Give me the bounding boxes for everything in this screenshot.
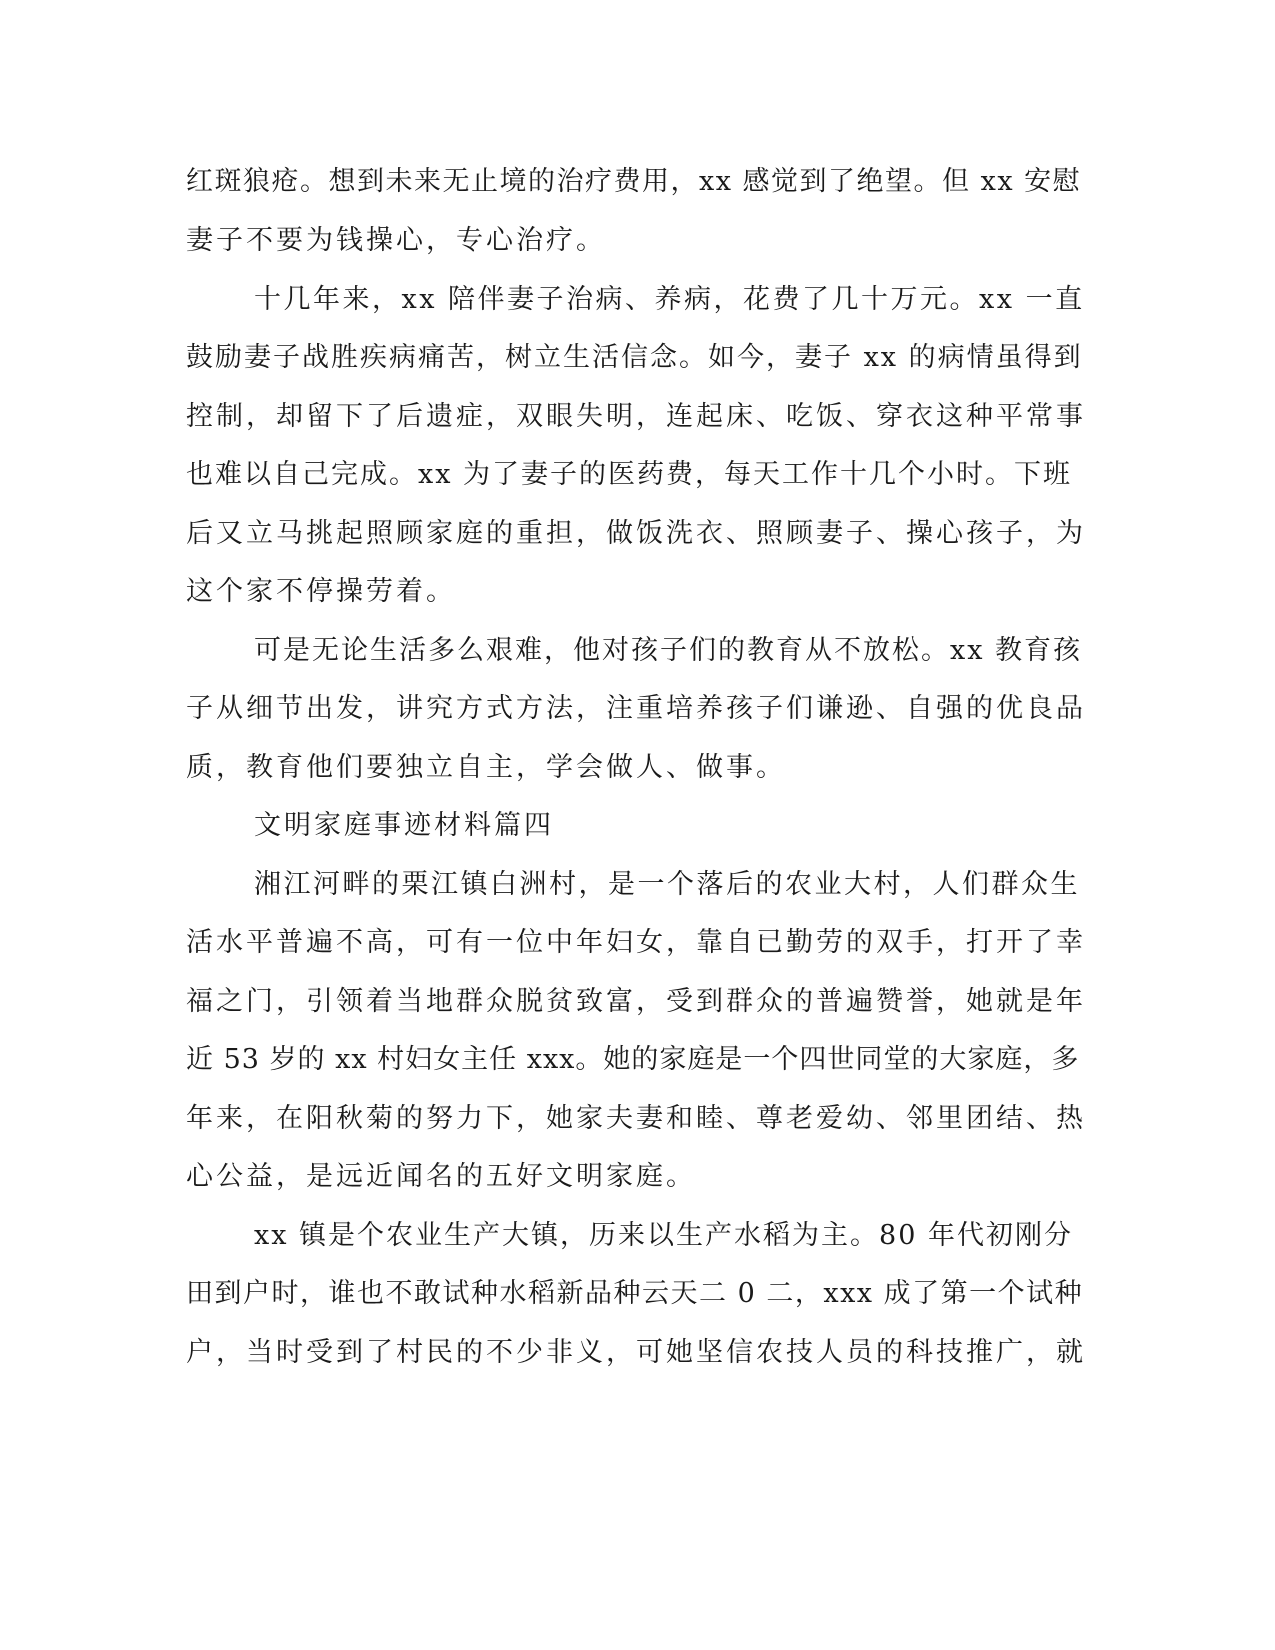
text-line: 十几年来，xx 陪伴妻子治病、养病，花费了几十万元。xx 一直: [254, 284, 1085, 315]
text-line: 年来，在阳秋菊的努力下，她家夫妻和睦、尊老爱幼、邻里团结、热: [186, 1103, 1086, 1134]
text-line: 这个家不停操劳着。: [186, 576, 456, 607]
text-line: 红斑狼疮。想到未来无止境的治疗费用，xx 感觉到了绝望。但 xx 安慰: [186, 166, 1082, 197]
text-line: 户，当时受到了村民的不少非义，可她坚信农技人员的科技推广，就: [186, 1337, 1086, 1368]
text-line: 心公益，是远近闻名的五好文明家庭。: [186, 1161, 696, 1192]
text-line: xx 镇是个农业生产大镇，历来以生产水稻为主。80 年代初刚分: [254, 1220, 1073, 1251]
text-line: 质，教育他们要独立自主，学会做人、做事。: [186, 752, 786, 783]
text-line: 控制，却留下了后遗症，双眼失明，连起床、吃饭、穿衣这种平常事: [186, 401, 1086, 432]
text-line: 可是无论生活多么艰难，他对孩子们的教育从不放松。xx 教育孩: [254, 635, 1083, 666]
text-line: 近 53 岁的 xx 村妇女主任 xxx。她的家庭是一个四世同堂的大家庭，多: [186, 1044, 1080, 1075]
text-line: 湘江河畔的栗江镇白洲村，是一个落后的农业大村，人们群众生: [254, 869, 1080, 900]
text-line: 妻子不要为钱操心，专心治疗。: [186, 225, 606, 256]
text-line: 鼓励妻子战胜疾病痛苦，树立生活信念。如今，妻子 xx 的病情虽得到: [186, 342, 1083, 373]
section-heading: 文明家庭事迹材料篇四: [254, 810, 554, 841]
text-line: 活水平普遍不高，可有一位中年妇女，靠自已勤劳的双手，打开了幸: [186, 927, 1086, 958]
text-line: 田到户时，谁也不敢试种水稻新品种云天二 0 二，xxx 成了第一个试种: [186, 1278, 1084, 1309]
text-line: 福之门，引领着当地群众脱贫致富，受到群众的普遍赞誉，她就是年: [186, 986, 1086, 1017]
text-line: 后又立马挑起照顾家庭的重担，做饭洗衣、照顾妻子、操心孩子，为: [186, 518, 1086, 549]
text-line: 也难以自己完成。xx 为了妻子的医药费，每天工作十几个小时。下班: [186, 459, 1073, 490]
text-line: 子从细节出发，讲究方式方法，注重培养孩子们谦逊、自强的优良品: [186, 693, 1086, 724]
